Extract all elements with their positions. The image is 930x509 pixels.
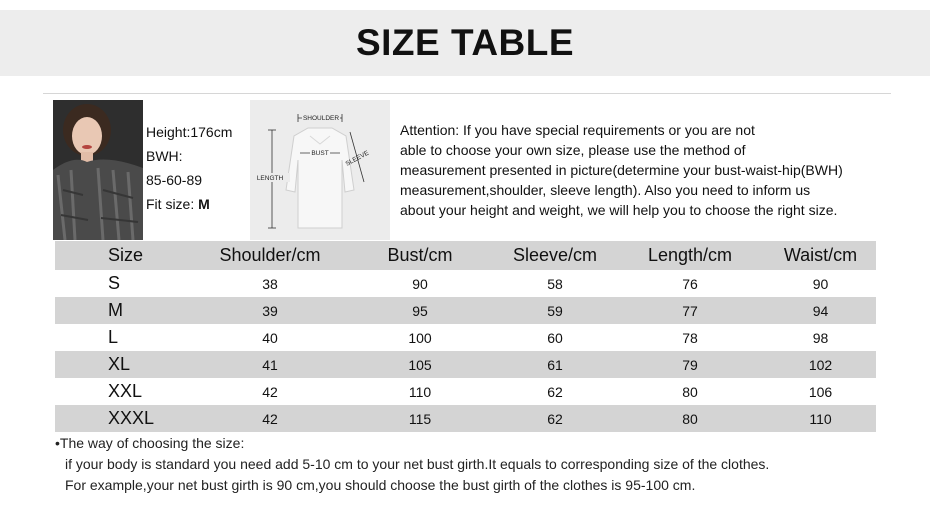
value-cell: 38 bbox=[262, 275, 278, 292]
value-cell: 77 bbox=[682, 302, 698, 319]
value-cell: 98 bbox=[812, 329, 829, 346]
value-cell: 95 bbox=[412, 302, 428, 319]
size-cell: M bbox=[108, 300, 123, 320]
table-header-cell: Size bbox=[108, 245, 144, 265]
value-cell: 42 bbox=[262, 410, 278, 427]
value-cell: 39 bbox=[262, 302, 278, 319]
value-cell: 90 bbox=[412, 275, 428, 292]
value-cell: 42 bbox=[262, 383, 278, 400]
value-cell: 78 bbox=[682, 329, 698, 346]
table-body bbox=[55, 270, 876, 432]
note-line: For example,your net bust girth is 90 cm,you should choose the bust girth of the clothes is 95-100 cm. bbox=[65, 477, 696, 493]
table-header-cell: Length/cm bbox=[647, 245, 733, 265]
value-cell: 58 bbox=[547, 275, 563, 292]
table-header-row bbox=[55, 241, 876, 270]
table-row bbox=[55, 405, 876, 432]
size-cell: XXXL bbox=[108, 408, 155, 428]
value-cell: 90 bbox=[812, 275, 829, 292]
value-cell: 59 bbox=[547, 302, 563, 319]
sleeve-label: SLEEVE bbox=[344, 149, 371, 168]
model-info bbox=[146, 122, 232, 214]
measurement-diagram bbox=[250, 100, 390, 240]
length-label: LENGTH bbox=[256, 175, 284, 182]
model-height: Height:176cm bbox=[146, 124, 233, 140]
value-cell: 80 bbox=[682, 410, 698, 427]
attention-line: about your height and weight, we will help you to choose the right size. bbox=[400, 202, 838, 218]
shoulder-label: SHOULDER bbox=[302, 115, 340, 122]
size-table bbox=[55, 241, 876, 432]
table-header-cell: Waist/cm bbox=[783, 245, 858, 265]
size-cell: XXL bbox=[108, 381, 143, 401]
value-cell: 60 bbox=[547, 329, 563, 346]
fit-size-value: M bbox=[198, 196, 210, 212]
divider bbox=[43, 93, 891, 94]
table-row bbox=[55, 297, 876, 324]
note-line: if your body is standard you need add 5-10 cm to your net bust girth.It equals to corresponding size of the clothes. bbox=[65, 456, 770, 472]
value-cell: 62 bbox=[547, 383, 563, 400]
value-cell: 62 bbox=[547, 410, 563, 427]
value-cell: 105 bbox=[408, 356, 432, 373]
size-cell: S bbox=[108, 273, 121, 293]
title-banner bbox=[0, 10, 930, 76]
value-cell: 94 bbox=[812, 302, 829, 319]
attention-line: able to choose your own size, please use the method of bbox=[400, 142, 746, 158]
table-row bbox=[55, 378, 876, 405]
model-bwh-value: 85-60-89 bbox=[146, 172, 203, 188]
attention-line: measurement presented in picture(determine your bust-waist-hip(BWH) bbox=[400, 162, 843, 178]
table-header-cell: Shoulder/cm bbox=[219, 245, 321, 265]
model-bwh-label: BWH: bbox=[146, 148, 183, 164]
note-heading: •The way of choosing the size: bbox=[55, 435, 245, 451]
size-cell: XL bbox=[108, 354, 131, 374]
value-cell: 110 bbox=[408, 383, 432, 400]
table-row bbox=[55, 270, 876, 297]
model-photo bbox=[53, 100, 143, 240]
attention-line: measurement,shoulder, sleeve length). Also you need to inform us bbox=[400, 182, 811, 198]
model-photo-image bbox=[53, 100, 143, 240]
attention-line: If you have special requirements or you are not bbox=[459, 122, 755, 138]
value-cell: 61 bbox=[547, 356, 563, 373]
value-cell: 79 bbox=[682, 356, 698, 373]
value-cell: 76 bbox=[682, 275, 698, 292]
model-fit-size bbox=[146, 194, 232, 214]
table-row bbox=[55, 351, 876, 378]
value-cell: 100 bbox=[408, 329, 432, 346]
value-cell: 102 bbox=[808, 356, 833, 373]
value-cell: 40 bbox=[262, 329, 278, 346]
size-notes bbox=[55, 433, 770, 496]
table-row bbox=[55, 324, 876, 351]
fit-size-label: Fit size: bbox=[146, 196, 199, 212]
value-cell: 41 bbox=[262, 356, 278, 373]
value-cell: 115 bbox=[408, 410, 432, 427]
bust-label: BUST bbox=[311, 150, 329, 157]
size-cell: L bbox=[108, 327, 119, 347]
attention-label: Attention: bbox=[400, 122, 460, 138]
table-header-cell: Bust/cm bbox=[387, 245, 453, 265]
value-cell: 80 bbox=[682, 383, 698, 400]
value-cell: 106 bbox=[808, 383, 833, 400]
table-header-cell: Sleeve/cm bbox=[512, 245, 598, 265]
page-title: SIZE TABLE bbox=[355, 22, 575, 63]
attention-text bbox=[400, 120, 890, 220]
value-cell: 110 bbox=[809, 410, 832, 427]
